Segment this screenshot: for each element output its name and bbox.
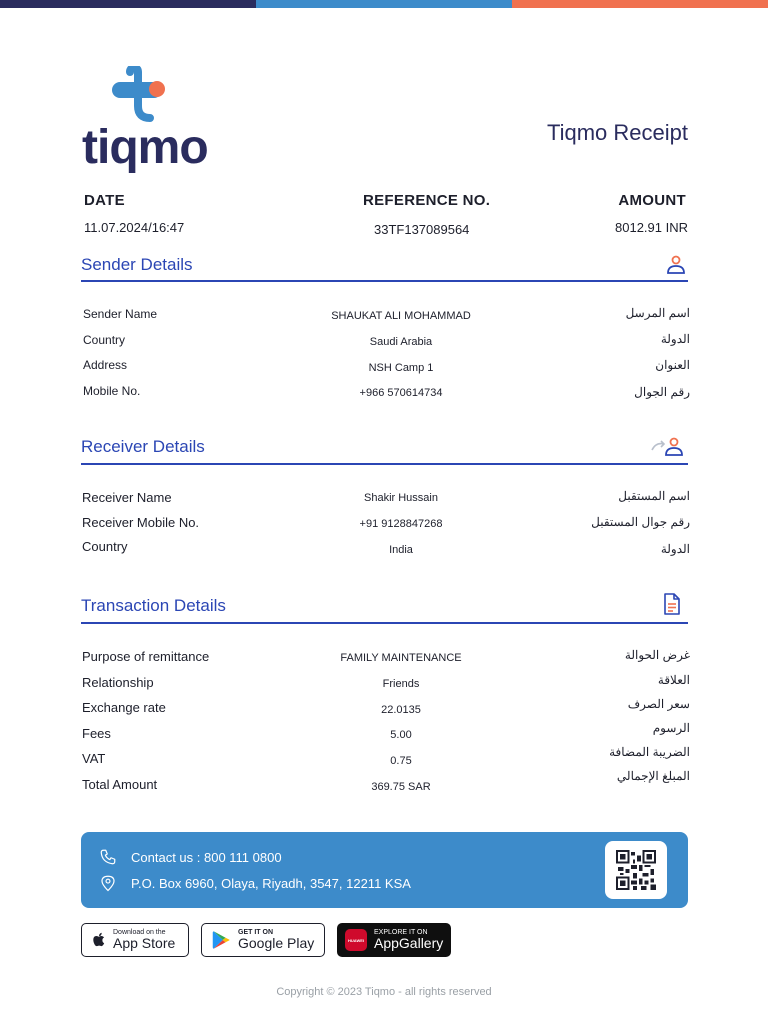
app-gallery-big-text: AppGallery	[374, 935, 444, 952]
huawei-logo-text: HUAWEI	[348, 937, 364, 943]
receiver-mobile-value: +91 9128847268	[359, 518, 443, 530]
phone-icon	[99, 848, 117, 866]
relationship-value: Friends	[382, 678, 420, 690]
reference-label: REFERENCE NO.	[363, 192, 491, 209]
qr-code-icon	[616, 850, 656, 890]
sender-mobile-label: Mobile No.	[83, 384, 141, 398]
fees-value: 5.00	[390, 729, 412, 741]
receiver-country-label: Country	[82, 539, 128, 554]
top-bar-blue	[256, 0, 512, 8]
google-play-badge[interactable]	[201, 923, 325, 957]
amount-value: 8012.91 INR	[615, 220, 688, 235]
fees-label-ar: الرسوم	[652, 721, 690, 735]
sender-address-value: NSH Camp 1	[368, 362, 434, 374]
purpose-value: FAMILY MAINTENANCE	[340, 652, 462, 664]
receipt-title: Tiqmo Receipt	[546, 120, 688, 145]
sender-section-divider	[81, 280, 688, 282]
sender-address-label-ar: العنوان	[655, 358, 690, 372]
relationship-label: Relationship	[82, 675, 154, 690]
transaction-section-title: Transaction Details	[81, 596, 226, 615]
sender-mobile-label-ar: رقم الجوال	[634, 385, 690, 399]
purpose-label-ar: غرض الحوالة	[624, 648, 690, 662]
qr-code-box[interactable]	[605, 841, 667, 899]
total-amount-label: Total Amount	[82, 777, 158, 792]
sender-country-label: Country	[83, 333, 126, 347]
relationship-label-ar: العلاقة	[657, 673, 690, 687]
app-gallery-small-text: EXPLORE IT ON	[374, 929, 428, 937]
user-icon	[664, 252, 688, 276]
sender-name-label-ar: اسم المرسل	[625, 306, 690, 320]
reference-value: 33TF137089564	[374, 222, 470, 237]
vat-value: 0.75	[390, 755, 412, 767]
amount-label: AMOUNT	[618, 192, 686, 209]
sender-name-label: Sender Name	[83, 307, 158, 321]
app-store-big-text: App Store	[113, 935, 176, 952]
receiver-country-label-ar: الدولة	[660, 542, 690, 556]
date-value: 11.07.2024/16:47	[84, 220, 185, 235]
app-store-small-text: Download on the	[113, 929, 166, 937]
huawei-icon	[345, 929, 367, 951]
sender-country-label-ar: الدولة	[660, 332, 690, 346]
contact-address: P.O. Box 6960, Olaya, Riyadh, 3547, 12211 KSA	[131, 876, 411, 891]
sender-mobile-value: +966 570614734	[359, 387, 443, 399]
receiver-mobile-label-ar: رقم جوال المستقبل	[591, 515, 690, 529]
exchange-rate-label: Exchange rate	[82, 700, 166, 715]
total-amount-value: 369.75 SAR	[371, 781, 431, 793]
google-play-icon	[210, 929, 232, 951]
vat-label: VAT	[82, 751, 106, 766]
tiqmo-logo	[82, 66, 222, 182]
document-icon	[660, 592, 684, 616]
apple-icon	[90, 930, 108, 950]
sender-country-value: Saudi Arabia	[369, 336, 433, 348]
google-play-big-text: Google Play	[238, 935, 315, 952]
receiver-country-value: India	[389, 544, 413, 556]
google-play-small-text: GET IT ON	[238, 929, 273, 937]
contact-phone-link[interactable]: Contact us : 800 111 0800	[131, 850, 282, 865]
app-store-badge[interactable]	[81, 923, 189, 957]
tiqmo-logo-mark-icon	[108, 66, 172, 124]
fees-label: Fees	[82, 726, 111, 741]
location-pin-icon	[99, 874, 117, 892]
receiver-name-value: Shakir Hussain	[364, 492, 438, 504]
exchange-rate-label-ar: سعر الصرف	[627, 697, 690, 711]
purpose-label: Purpose of remittance	[82, 649, 210, 664]
receiver-name-label-ar: اسم المستقبل	[618, 489, 690, 503]
logo-wordmark: tiqmo	[82, 121, 208, 174]
sender-name-value: SHAUKAT ALI MOHAMMAD	[331, 310, 471, 322]
exchange-rate-value: 22.0135	[381, 704, 421, 716]
receiver-mobile-label: Receiver Mobile No.	[82, 515, 200, 530]
vat-label-ar: الضريبة المضافة	[609, 745, 690, 759]
top-color-bar	[0, 0, 768, 8]
top-bar-navy	[0, 0, 256, 8]
copyright-text: Copyright © 2023 Tiqmo - all rights reserved	[276, 986, 492, 998]
receive-user-icon	[650, 434, 688, 458]
date-label: DATE	[84, 192, 125, 209]
receiver-section-divider	[81, 463, 688, 465]
contact-panel	[81, 832, 688, 908]
top-bar-orange	[512, 0, 768, 8]
sender-section-title: Sender Details	[81, 255, 193, 274]
app-gallery-badge[interactable]	[337, 923, 451, 957]
total-amount-label-ar: المبلغ الإجمالي	[616, 769, 690, 783]
receiver-section-title: Receiver Details	[81, 437, 205, 456]
receiver-name-label: Receiver Name	[82, 490, 172, 505]
sender-address-label: Address	[83, 358, 128, 372]
transaction-section-divider	[81, 622, 688, 624]
